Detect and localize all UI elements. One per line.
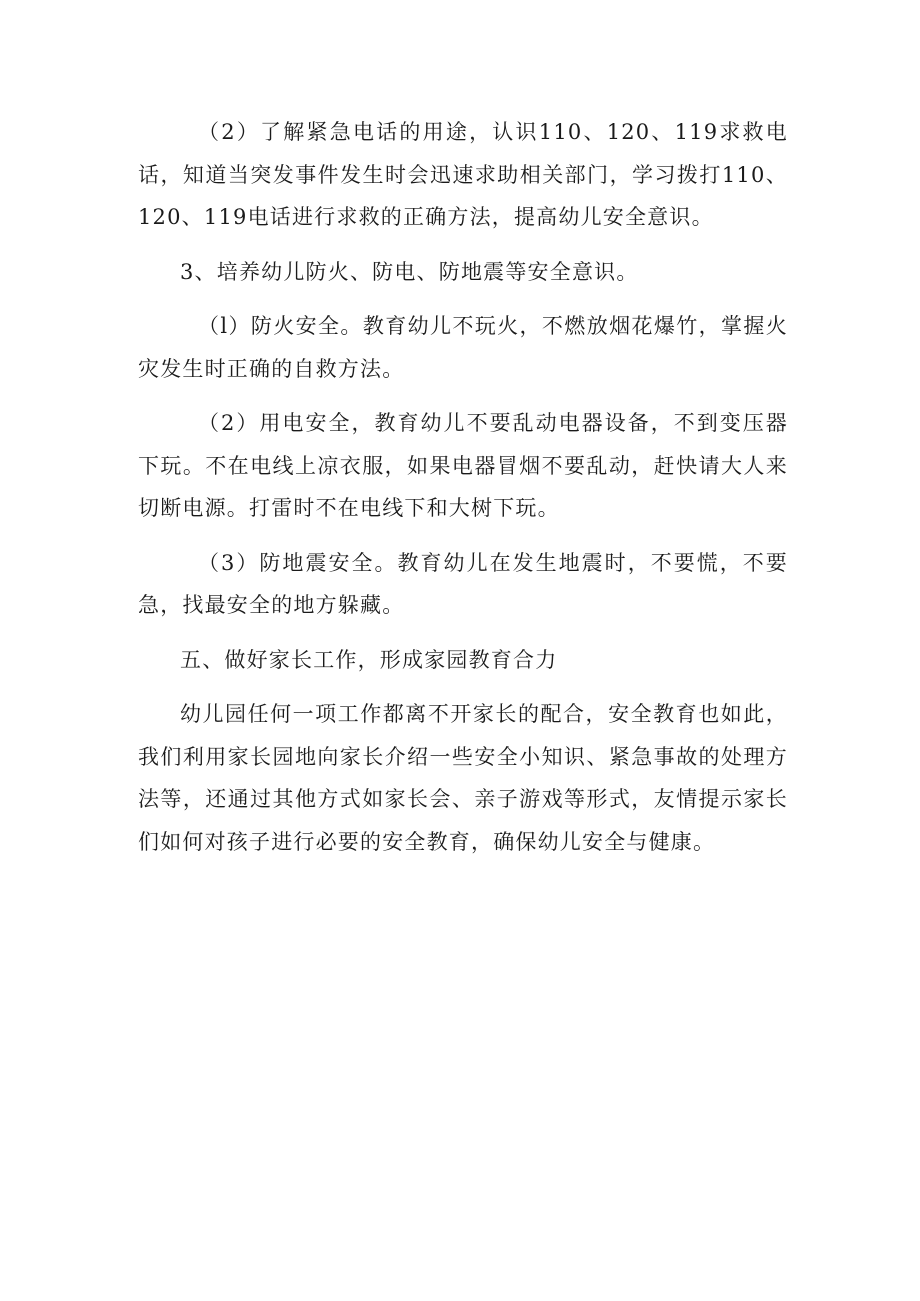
paragraph-emergency-phone: （2）了解紧急电话的用途，认识110、120、119求救电话，知道当突发事件发生时会迅速求助相关部门，学习拨打110、120、119电话进行求救的正确方法，提高幼儿安全意识。 <box>138 120 788 229</box>
paragraph-earthquake-safety: （3）防地震安全。教育幼儿在发生地震时，不要慌，不要急，找最安全的地方躲藏。 <box>138 550 788 617</box>
paragraph-section-3-heading: 3、培养幼儿防火、防电、防地震等安全意识。 <box>180 259 639 284</box>
document-body <box>138 111 788 875</box>
paragraph-parent-cooperation: 幼儿园任何一项工作都离不开家长的配合，安全教育也如此，我们利用家长园地向家长介绍一些安全小知识、紧急事故的处理方法等，还通过其他方式如家长会、亲子游戏等形式，友情提示家长们如何对孩子进行必要的安全教育，确保幼儿安全与健康。 <box>138 702 788 854</box>
paragraph-section-5-heading: 五、做好家长工作，形成家园教育合力 <box>180 647 558 672</box>
paragraph-fire-safety: （l）防火安全。教育幼儿不玩火，不燃放烟花爆竹，掌握火灾发生时正确的自救方法。 <box>138 314 788 381</box>
paragraph-electric-safety: （2）用电安全，教育幼儿不要乱动电器设备，不到变压器下玩。不在电线上凉衣服，如果电器冒烟不要乱动，赶快请大人来切断电源。打雷时不在电线下和大树下玩。 <box>138 411 788 520</box>
